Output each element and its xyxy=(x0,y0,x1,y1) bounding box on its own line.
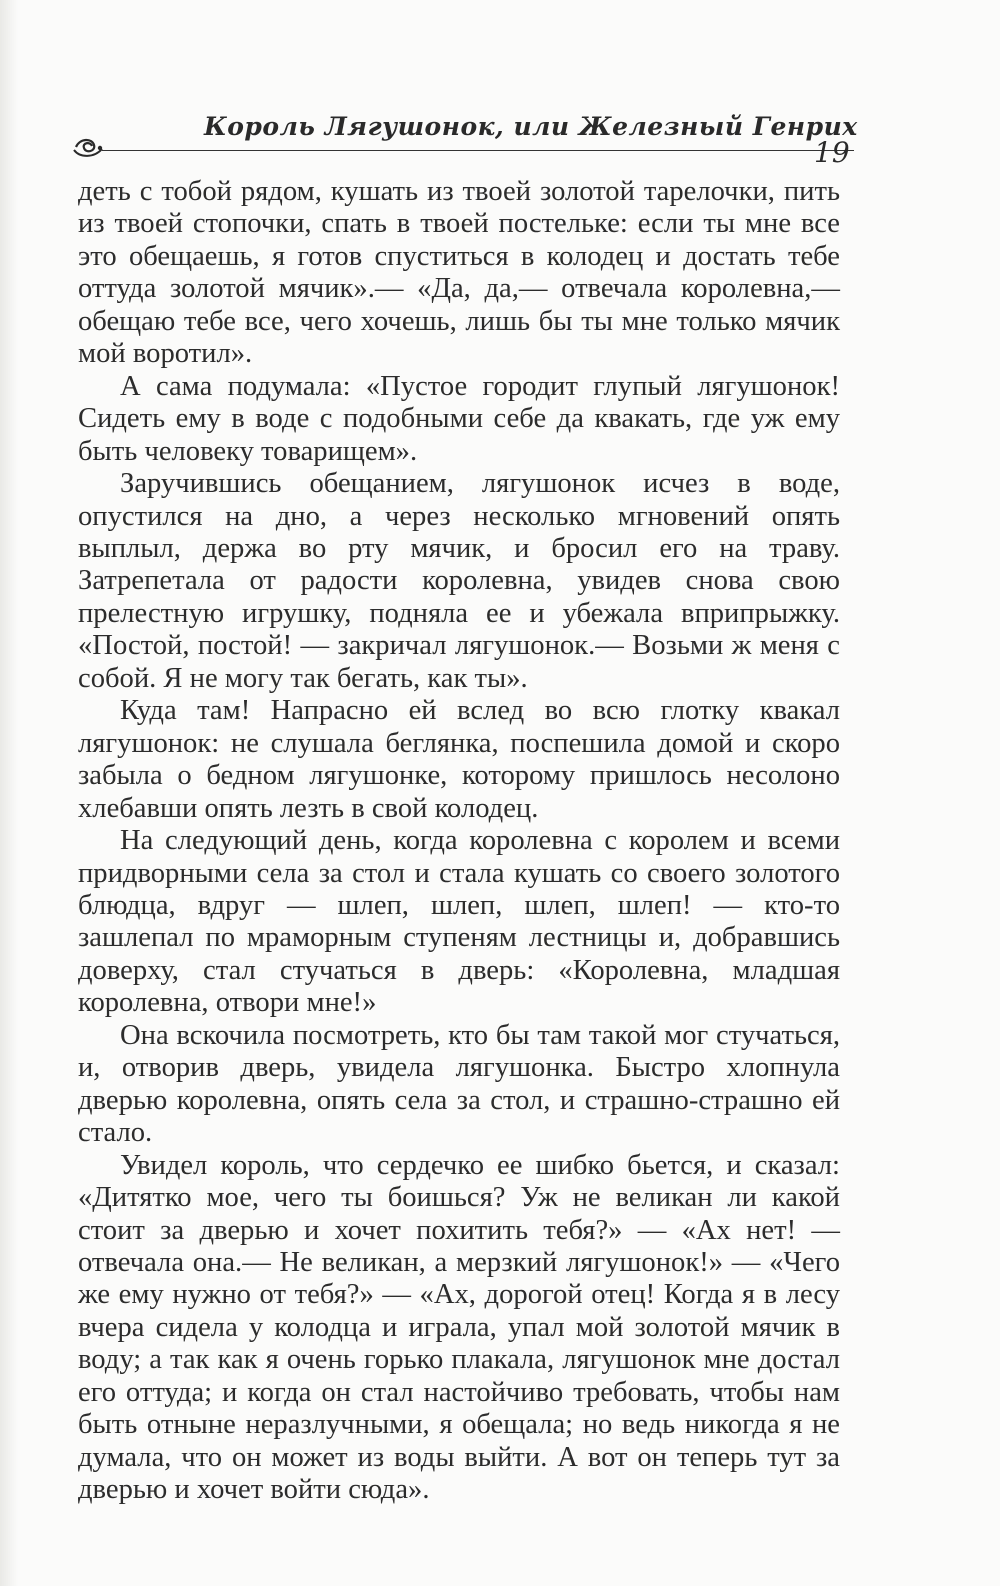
page-number: 19 xyxy=(814,136,850,169)
paragraph-2: А сама подумала: «Пустое городит глупый лягушонок! Сидеть ему в воде с подобными себе да квакать, где уж ему быть человеку товарищем». xyxy=(78,370,840,467)
paragraph-6: Она вскочила посмотреть, кто бы там такой мог стучаться, и, отворив дверь, увидела лягушонка. Быстро хлопнула дверью королевна, опять села за стол, и страшно-страшно ей стало. xyxy=(78,1019,840,1149)
running-title: Король Лягушонок, или Железный Генрих xyxy=(204,112,858,141)
spine-shadow xyxy=(0,0,18,1586)
ornament-icon xyxy=(72,134,106,160)
paragraph-3: Заручившись обещанием, лягушонок исчез в воде, опустился на дно, а через несколько мгновений опять выплыл, держа во рту мячик, и бросил его на траву. Затрепетала от радости королевна, увидев снова свою прелестную игрушку, подняла ее и убежала вприпрыжку. «Постой, постой! — закричал лягушонок.— Возьми ж меня с собой. Я не могу так бегать, как ты». xyxy=(78,468,840,694)
running-head xyxy=(72,112,862,162)
header-rule xyxy=(102,150,854,151)
paragraph-5: На следующий день, когда королевна с королем и всеми придворными села за стол и стала кушать со своего золотого блюдца, вдруг — шлеп, шлеп, шлеп, шлеп! — кто-то зашлепал по мраморным ступеням лестницы и, добравшись доверху, стал стучаться в дверь: «Королевна, младшая королевна, отвори мне!» xyxy=(78,825,840,1019)
paragraph-7: Увидел король, что сердечко ее шибко бьется, и сказал: «Дитятко мое, чего ты боишься? Уж не великан ли какой стоит за дверью и хочет похитить тебя?» — «Ах нет! — отвечала она.— Не великан, а мерзкий лягушонок!» — «Чего же ему нужно от тебя?» — «Ах, дорогой отец! Когда я в лесу вчера сидела у колодца и играла, упал мой золотой мячик в воду; а так как я очень горько плакала, лягушонок мне достал его оттуда; и когда он стал настойчиво требовать, чтобы нам быть отныне неразлучными, я обещала; но ведь никогда я не думала, что он может из воды выйти. А вот он теперь тут за дверью и хочет войти сюда». xyxy=(78,1149,840,1506)
paragraph-1: деть с тобой рядом, кушать из твоей золотой тарелочки, пить из твоей стопочки, спать в твоей постельке: если ты мне все это обещаешь, я готов спуститься в колодец и достать тебе оттуда золотой мячик».— «Да, да,— отвечала королевна,— обещаю тебе все, чего хочешь, лишь бы ты мне только мячик мой воротил». xyxy=(78,176,840,370)
paragraph-4: Куда там! Напрасно ей вслед во всю глотку квакал лягушонок: не слушала беглянка, поспешила домой и скоро забыла о бедном лягушонке, которому пришлось несолоно хлебавши опять лезть в свой колодец. xyxy=(78,695,840,824)
text-block xyxy=(78,176,840,1507)
